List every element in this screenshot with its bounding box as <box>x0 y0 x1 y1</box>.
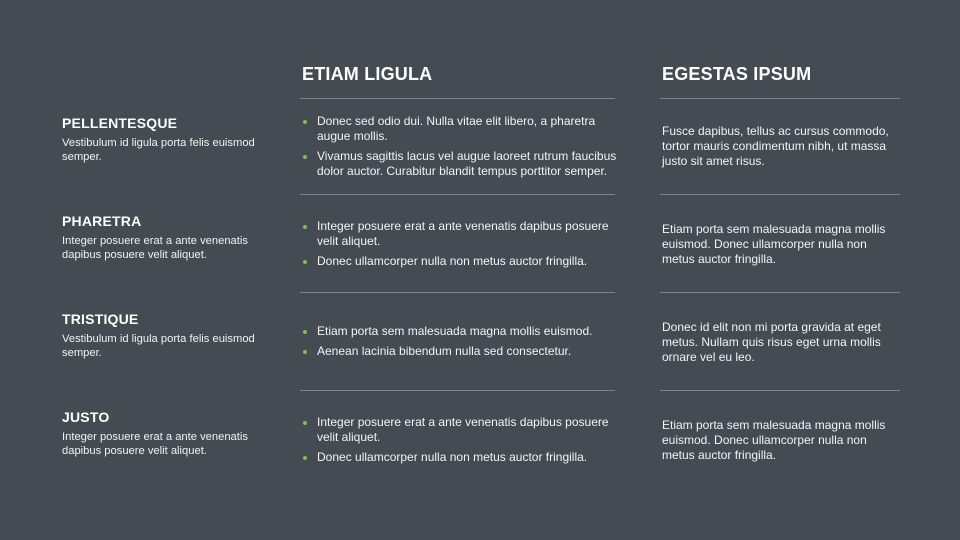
list-item <box>302 114 620 144</box>
bullet-dot-icon <box>303 350 307 354</box>
row-title: JUSTO <box>62 409 110 425</box>
list-item-text: Integer posuere erat a ante venenatis dapibus posuere velit aliquet. <box>317 219 609 248</box>
bullet-dot-icon <box>303 260 307 264</box>
list-item-text: Donec ullamcorper nulla non metus auctor fringilla. <box>317 450 588 464</box>
list-item <box>302 344 620 359</box>
row-description: Vestibulum id ligula porta felis euismod semper. <box>62 333 255 359</box>
bullet-dot-icon <box>303 421 307 425</box>
row-description: Integer posuere erat a ante venenatis dapibus posuere velit aliquet. <box>62 235 248 261</box>
list-item <box>302 415 620 445</box>
bullet-dot-icon <box>303 330 307 334</box>
bullet-dot-icon <box>303 155 307 159</box>
right-paragraph: Donec id elit non mi porta gravida at eget metus. Nullam quis risus eget urna mollis ornare vel eu leo. <box>662 320 881 364</box>
row-label-pellentesque <box>62 115 272 164</box>
right-paragraph: Fusce dapibus, tellus ac cursus commodo, tortor mauris condimentum nibh, ut massa justo sit amet risus. <box>662 124 889 168</box>
bullet-list <box>302 324 620 364</box>
divider <box>660 292 900 293</box>
bullet-list <box>302 114 620 184</box>
divider <box>660 194 900 195</box>
bullet-list <box>302 415 620 470</box>
list-item-text: Integer posuere erat a ante venenatis dapibus posuere velit aliquet. <box>317 415 609 444</box>
row-label-pharetra <box>62 213 272 262</box>
right-paragraph: Etiam porta sem malesuada magna mollis euismod. Donec ullamcorper nulla non metus auctor fringilla. <box>662 222 886 266</box>
row-description: Integer posuere erat a ante venenatis dapibus posuere velit aliquet. <box>62 431 248 457</box>
list-item <box>302 219 620 249</box>
divider <box>300 292 615 293</box>
divider <box>300 390 615 391</box>
divider <box>660 390 900 391</box>
list-item-text: Etiam porta sem malesuada magna mollis euismod. <box>317 324 593 338</box>
row-title: TRISTIQUE <box>62 311 139 327</box>
bullet-dot-icon <box>303 225 307 229</box>
bullet-dot-icon <box>303 120 307 124</box>
list-item <box>302 254 620 269</box>
list-item-text: Donec sed odio dui. Nulla vitae elit libero, a pharetra augue mollis. <box>317 114 596 143</box>
divider <box>300 194 615 195</box>
divider <box>300 98 615 99</box>
column-title-egestas-ipsum: EGESTAS IPSUM <box>662 64 812 84</box>
column-title-etiam-ligula: ETIAM LIGULA <box>302 64 433 84</box>
row-title: PHARETRA <box>62 213 142 229</box>
row-label-tristique <box>62 311 272 360</box>
list-item <box>302 450 620 465</box>
bullet-dot-icon <box>303 456 307 460</box>
row-label-justo <box>62 409 272 458</box>
bullet-list <box>302 219 620 274</box>
right-paragraph: Etiam porta sem malesuada magna mollis euismod. Donec ullamcorper nulla non metus auctor fringilla. <box>662 418 886 462</box>
list-item-text: Vivamus sagittis lacus vel augue laoreet rutrum faucibus dolor auctor. Curabitur blandit tempus porttitor semper. <box>317 149 617 178</box>
row-title: PELLENTESQUE <box>62 115 178 131</box>
list-item-text: Aenean lacinia bibendum nulla sed consectetur. <box>317 344 572 358</box>
list-item <box>302 324 620 339</box>
divider <box>660 98 900 99</box>
list-item <box>302 149 620 179</box>
list-item-text: Donec ullamcorper nulla non metus auctor fringilla. <box>317 254 588 268</box>
row-description: Vestibulum id ligula porta felis euismod semper. <box>62 137 255 163</box>
